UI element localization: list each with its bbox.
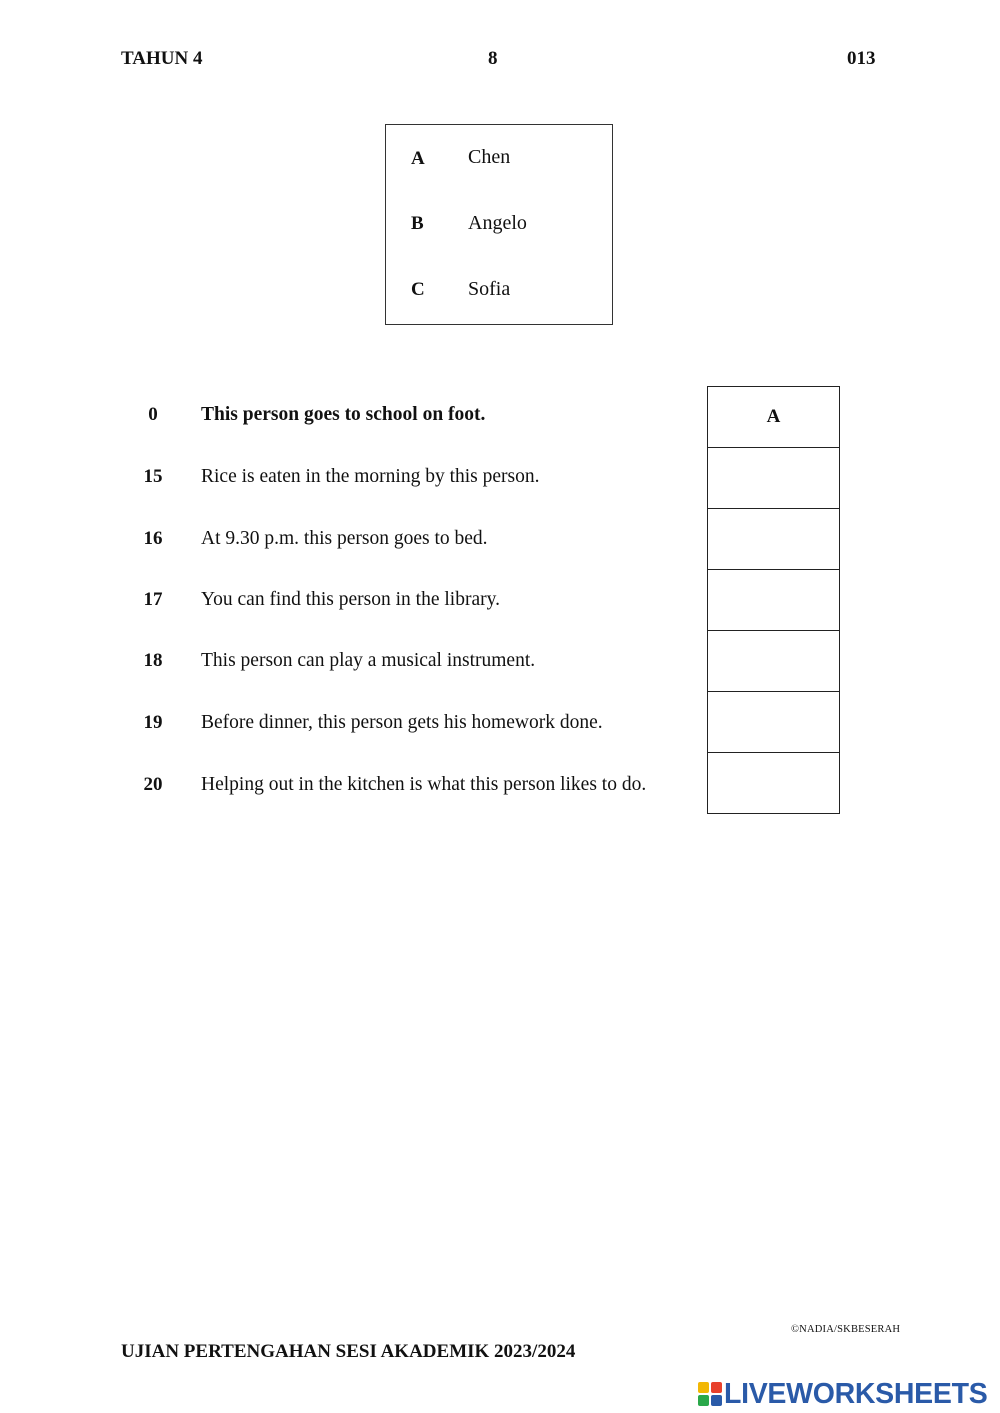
liveworksheets-logo-icon	[698, 1382, 722, 1406]
question-number-19: 19	[143, 712, 163, 733]
exam-title-footer: UJIAN PERTENGAHAN SESI AKADEMIK 2023/2024	[121, 1341, 576, 1362]
question-number-example: 0	[148, 404, 158, 425]
answer-box-17[interactable]	[708, 570, 840, 631]
header-level: TAHUN 4	[121, 48, 203, 69]
answer-box-18[interactable]	[708, 631, 840, 692]
page-number: 8	[488, 48, 498, 69]
question-number-15: 15	[143, 466, 163, 487]
options-box	[385, 124, 613, 325]
liveworksheets-logo[interactable]	[698, 1378, 987, 1410]
question-number-16: 16	[143, 528, 163, 549]
answer-box-20[interactable]	[708, 753, 840, 814]
question-text-17: You can find this person in the library.	[201, 589, 500, 610]
question-text-19: Before dinner, this person gets his homework done.	[201, 712, 603, 733]
question-text-example: This person goes to school on foot.	[201, 404, 486, 425]
question-text-15: Rice is eaten in the morning by this person.	[201, 466, 540, 487]
copyright-note: ©NADIA/SKBESERAH	[791, 1324, 901, 1335]
answer-box-19[interactable]	[708, 692, 840, 753]
option-name-a: Chen	[468, 146, 511, 168]
answer-box-example: A	[708, 387, 840, 448]
question-text-16: At 9.30 p.m. this person goes to bed.	[201, 528, 488, 549]
paper-code: 013	[847, 48, 876, 69]
option-letter-b: B	[411, 213, 424, 234]
option-letter-c: C	[411, 279, 425, 300]
question-number-17: 17	[143, 589, 163, 610]
question-text-18: This person can play a musical instrument.	[201, 650, 536, 671]
option-name-c: Sofia	[468, 278, 511, 300]
answer-box-15[interactable]	[708, 448, 840, 509]
option-name-b: Angelo	[468, 212, 527, 234]
question-text-20: Helping out in the kitchen is what this person likes to do.	[201, 774, 647, 795]
answer-box-16[interactable]	[708, 509, 840, 570]
answer-table	[707, 386, 840, 814]
question-number-18: 18	[143, 650, 163, 671]
liveworksheets-logo-text: LIVEWORKSHEETS	[724, 1377, 988, 1410]
question-number-20: 20	[143, 774, 163, 795]
option-letter-a: A	[411, 148, 425, 169]
